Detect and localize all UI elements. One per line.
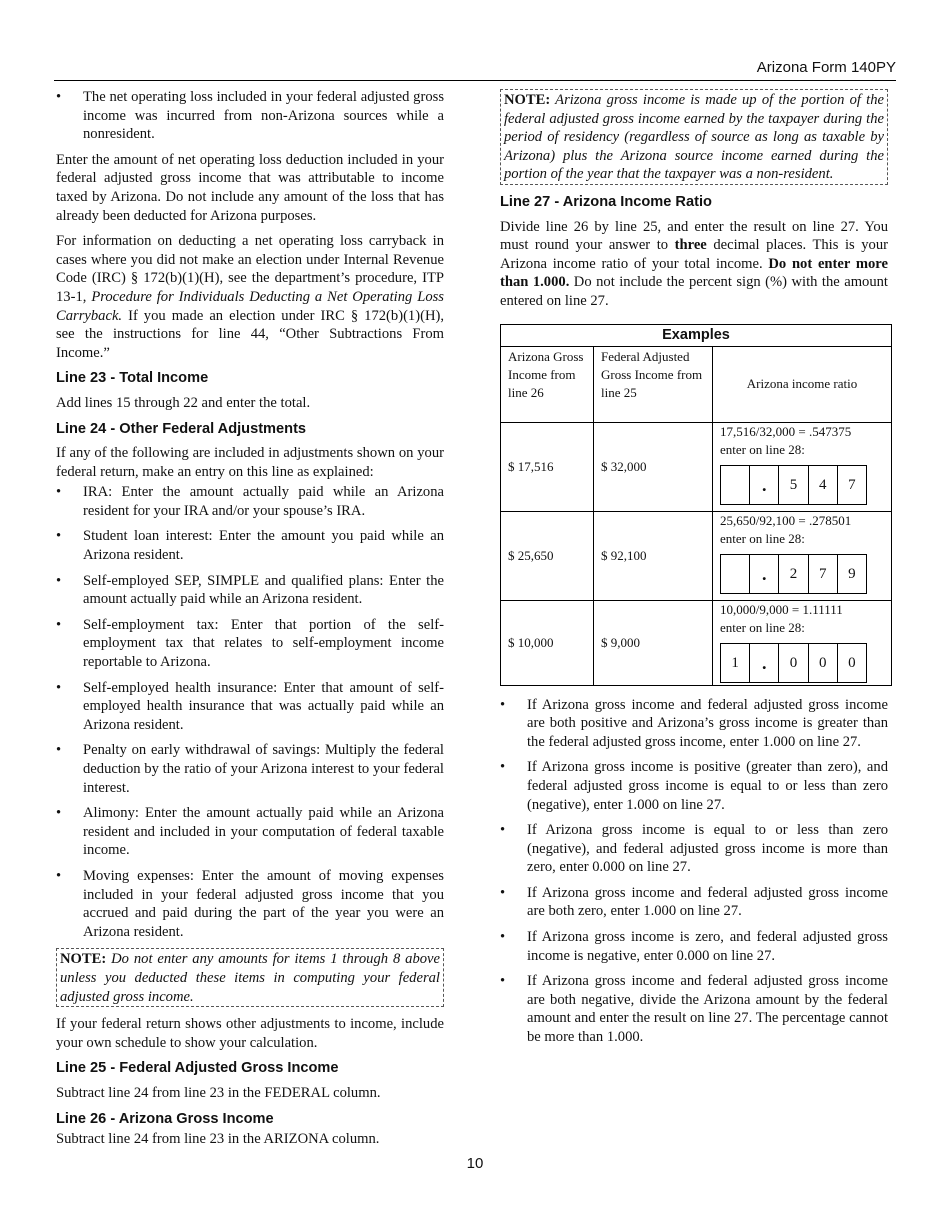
list-item: • Self-employment tax: Enter that portion of the self-employment tax that relates to self-employment income reportable to Arizona. xyxy=(56,616,444,671)
paragraph: Add lines 15 through 22 and enter the total. xyxy=(56,394,311,411)
list-item: • IRA: Enter the amount actually paid while an Arizona resident for your IRA and/or your spouse’s IRA. xyxy=(56,484,444,519)
paragraph: If any of the following are included in adjustments shown on your federal return, make an entry on this line as explained: xyxy=(56,445,444,480)
paragraph: If your federal return shows other adjustments to income, include your own schedule to show your calculation. xyxy=(56,1016,444,1051)
table-cell: 10,000/9,000 = 1.11111 enter on line 28: 1 . 0 0 0 xyxy=(713,600,892,685)
table-cell: $ 17,516 xyxy=(501,422,594,511)
page-header xyxy=(54,58,896,81)
list-item: • Self-employed health insurance: Enter that amount of self-employed health insurance that was actually paid while an Arizona resident. xyxy=(56,679,444,733)
list-item: • Self-employed SEP, SIMPLE and qualified plans: Enter the amount actually paid while an Arizona resident. xyxy=(56,572,444,608)
heading-line-26: Line 26 - Arizona Gross Income xyxy=(56,1110,274,1127)
heading-line-27: Line 27 - Arizona Income Ratio xyxy=(500,193,712,210)
table-cell: $ 10,000 xyxy=(501,600,594,685)
list-item: • The net operating loss included in your federal adjusted gross income was incurred from non-Arizona sources while a nonresident. xyxy=(56,89,444,143)
note-box: NOTE: Arizona gross income is made up of the portion of the federal adjusted gross income earned by the taxpayer during the period of residency (regardless of source as long as taxable by Arizona) plus the Arizona source income earned during the portion of the year that the taxpayer was a non-resident. xyxy=(500,89,888,185)
list-item: • If Arizona gross income and federal adjusted gross income are both positive and Arizona’s gross income is greater than the federal adjusted gross income, enter 1.000 on line 27. xyxy=(500,696,888,750)
left-column xyxy=(56,88,444,1156)
list-item: • If Arizona gross income is positive (greater than zero), and federal adjusted gross income is equal to or less than zero (negative), enter 1.000 on line 27. xyxy=(500,759,888,813)
list-item: • Penalty on early withdrawal of savings: Multiply the federal deduction by the ratio of your Arizona interest to your federal interest. xyxy=(56,742,444,796)
list-item: • If Arizona gross income and federal adjusted gross income are both zero, enter 1.000 on line 27. xyxy=(500,884,888,920)
table-cell: 25,650/92,100 = .278501 enter on line 28: . 2 7 9 xyxy=(713,511,892,600)
examples-title: Examples xyxy=(501,324,892,346)
table-cell: $ 32,000 xyxy=(594,422,713,511)
heading-line-25: Line 25 - Federal Adjusted Gross Income xyxy=(56,1060,339,1077)
right-column xyxy=(500,89,888,1054)
table-cell: $ 25,650 xyxy=(501,511,594,600)
column-header: Arizona Gross Income from line 26 xyxy=(501,346,594,422)
list-item: • If Arizona gross income and federal adjusted gross income are both negative, divide the Arizona amount by the federal amount and enter the result on line 27. The percentage cannot be more than 1.000. xyxy=(500,973,888,1046)
column-header: Federal Adjusted Gross Income from line 25 xyxy=(594,346,713,422)
table-cell: 17,516/32,000 = .547375 enter on line 28: . 5 4 7 xyxy=(713,422,892,511)
page-number: 10 xyxy=(466,1155,484,1172)
digit-boxes: . 5 4 7 xyxy=(720,465,867,505)
heading-line-23: Line 23 - Total Income xyxy=(56,370,209,387)
list-item: • Moving expenses: Enter the amount of moving expenses included in your federal adjusted gross income that you accrued and paid during the part of the year you were an Arizona resident. xyxy=(56,867,444,940)
heading-line-24: Line 24 - Other Federal Adjustments xyxy=(56,420,307,437)
list-item: • Alimony: Enter the amount actually paid while an Arizona resident and included in your computation of federal taxable income. xyxy=(56,805,444,859)
digit-boxes: . 2 7 9 xyxy=(720,554,867,594)
examples-table xyxy=(500,324,892,686)
column-header: Arizona income ratio xyxy=(713,346,892,422)
form-title: Arizona Form 140PY xyxy=(756,59,896,76)
digit-boxes: 1 . 0 0 0 xyxy=(720,643,867,683)
table-cell: $ 92,100 xyxy=(594,511,713,600)
table-cell: $ 9,000 xyxy=(594,600,713,685)
note-box: NOTE: Do not enter any amounts for items 1 through 8 above unless you deducted these items in computing your federal adjusted gross income. xyxy=(56,948,444,1007)
paragraph: For information on deducting a net operating loss carryback in cases where you did not make an election under Internal Revenue Code (IRC) § 172(b)(1)(H), see the department’s procedure, ITP 13-1, Procedure for Individuals Deducting a Net Operating Loss Carryback. If you made an election under IRC § 172(b)(1)(H), see the instructions for line 44, “Other Subtractions From Income.” xyxy=(56,233,444,361)
paragraph: Divide line 26 by line 25, and enter the result on line 27. You must round your answer to three decimal places. This is your Arizona income ratio of your total income. Do not enter more than 1.000. Do not include the percent sign (%) with the amount entered on line 27. xyxy=(500,218,888,309)
paragraph: Subtract line 24 from line 23 in the FEDERAL column. xyxy=(56,1084,381,1101)
list-item: • If Arizona gross income is zero, and federal adjusted gross income is negative, enter 0.000 on line 27. xyxy=(500,929,888,964)
paragraph: Enter the amount of net operating loss deduction included in your federal adjusted gross income that was attributable to income taxed by Arizona. Do not include any amount of the loss that has already been deducted for Arizona purposes. xyxy=(56,151,444,224)
list-item: • Student loan interest: Enter the amount you paid while an Arizona resident. xyxy=(56,528,444,564)
list-item: • If Arizona gross income is equal to or less than zero (negative), and federal adjusted gross income is more than zero, enter 0.000 on line 27. xyxy=(500,822,888,876)
paragraph: Subtract line 24 from line 23 in the ARIZONA column. xyxy=(56,1131,380,1148)
